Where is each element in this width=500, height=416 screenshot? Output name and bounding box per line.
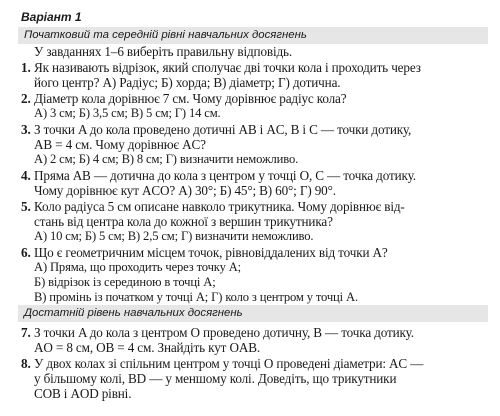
- question-number: 3.: [21, 122, 31, 137]
- question-8-text: У двох колах зі спільним центром у точці O проведені діаметри: AC —: [34, 356, 424, 371]
- question-7-text-cont: AO = 8 см, OB = 4 см. Знайдіть кут OAB.: [34, 340, 260, 355]
- question-6-option-b: Б) відрізок із серединою в точці A;: [34, 275, 216, 289]
- question-2-options: А) 3 см; Б) 3,5 см; В) 5 см; Г) 14 см.: [34, 106, 221, 120]
- question-6-option-cd: В) промінь із початком у точці A; Г) коло з центром у точці A.: [34, 290, 358, 304]
- question-6-option-a: А) Пряма, що проходить через точку A;: [34, 260, 242, 274]
- variant-title: Варіант 1: [21, 10, 82, 24]
- question-7-text: З точки A до кола з центром O проведено дотичну, B — точка дотику.: [34, 325, 414, 340]
- question-5-options: А) 10 см; Б) 5 см; В) 2,5 см; Г) визначити неможливо.: [34, 229, 314, 243]
- question-8-text-cont: у більшому колі, BD — у меншому колі. Доведіть, що трикутники: [34, 371, 397, 386]
- question-5-text-cont: стань від центра кола до кожної з вершин трикутника?: [34, 214, 333, 229]
- question-number: 7.: [21, 325, 31, 340]
- question-1-options: його центр? А) Радіус; Б) хорда; В) діаметр; Г) дотична.: [34, 75, 341, 90]
- section-header-sufficient: Достатній рівень навчальних досягнень: [18, 305, 488, 322]
- question-number: 8.: [21, 356, 31, 371]
- question-2-text: Діаметр кола дорівнює 7 см. Чому дорівнює радіус кола?: [34, 91, 347, 106]
- question-6-text: Що є геометричним місцем точок, рівновіддалених від точки A?: [34, 245, 388, 260]
- question-number: 4.: [21, 168, 31, 183]
- question-3-text-cont: AB = 4 см. Чому дорівнює AC?: [34, 137, 206, 152]
- instruction-text: У завданнях 1–6 виберіть правильну відповідь.: [34, 44, 293, 59]
- question-5-text: Коло радіуса 5 см описане навколо трикутника. Чому дорівнює від-: [34, 199, 405, 214]
- question-number: 5.: [21, 199, 31, 214]
- question-8-text-end: COB і AOD рівні.: [34, 386, 132, 401]
- question-4-text-cont: Чому дорівнює кут ACO? А) 30°; Б) 45°; В) 60°; Г) 90°.: [34, 183, 336, 198]
- question-3-text: З точки A до кола проведено дотичні AB і AC, B і C — точки дотику,: [34, 122, 412, 137]
- question-4-text: Пряма AB — дотична до кола з центром у точці O, C — точка дотику.: [34, 168, 416, 183]
- question-number: 2.: [21, 91, 31, 106]
- question-number: 1.: [21, 60, 31, 75]
- question-3-options: А) 2 см; Б) 4 см; В) 8 см; Г) визначити неможливо.: [34, 152, 299, 166]
- question-number: 6.: [21, 245, 31, 260]
- section-header-basic: Початковий та середній рівні навчальних досягнень: [18, 27, 488, 44]
- question-1-text: Як називають відрізок, який сполучає дві точки кола і проходить через: [34, 60, 421, 75]
